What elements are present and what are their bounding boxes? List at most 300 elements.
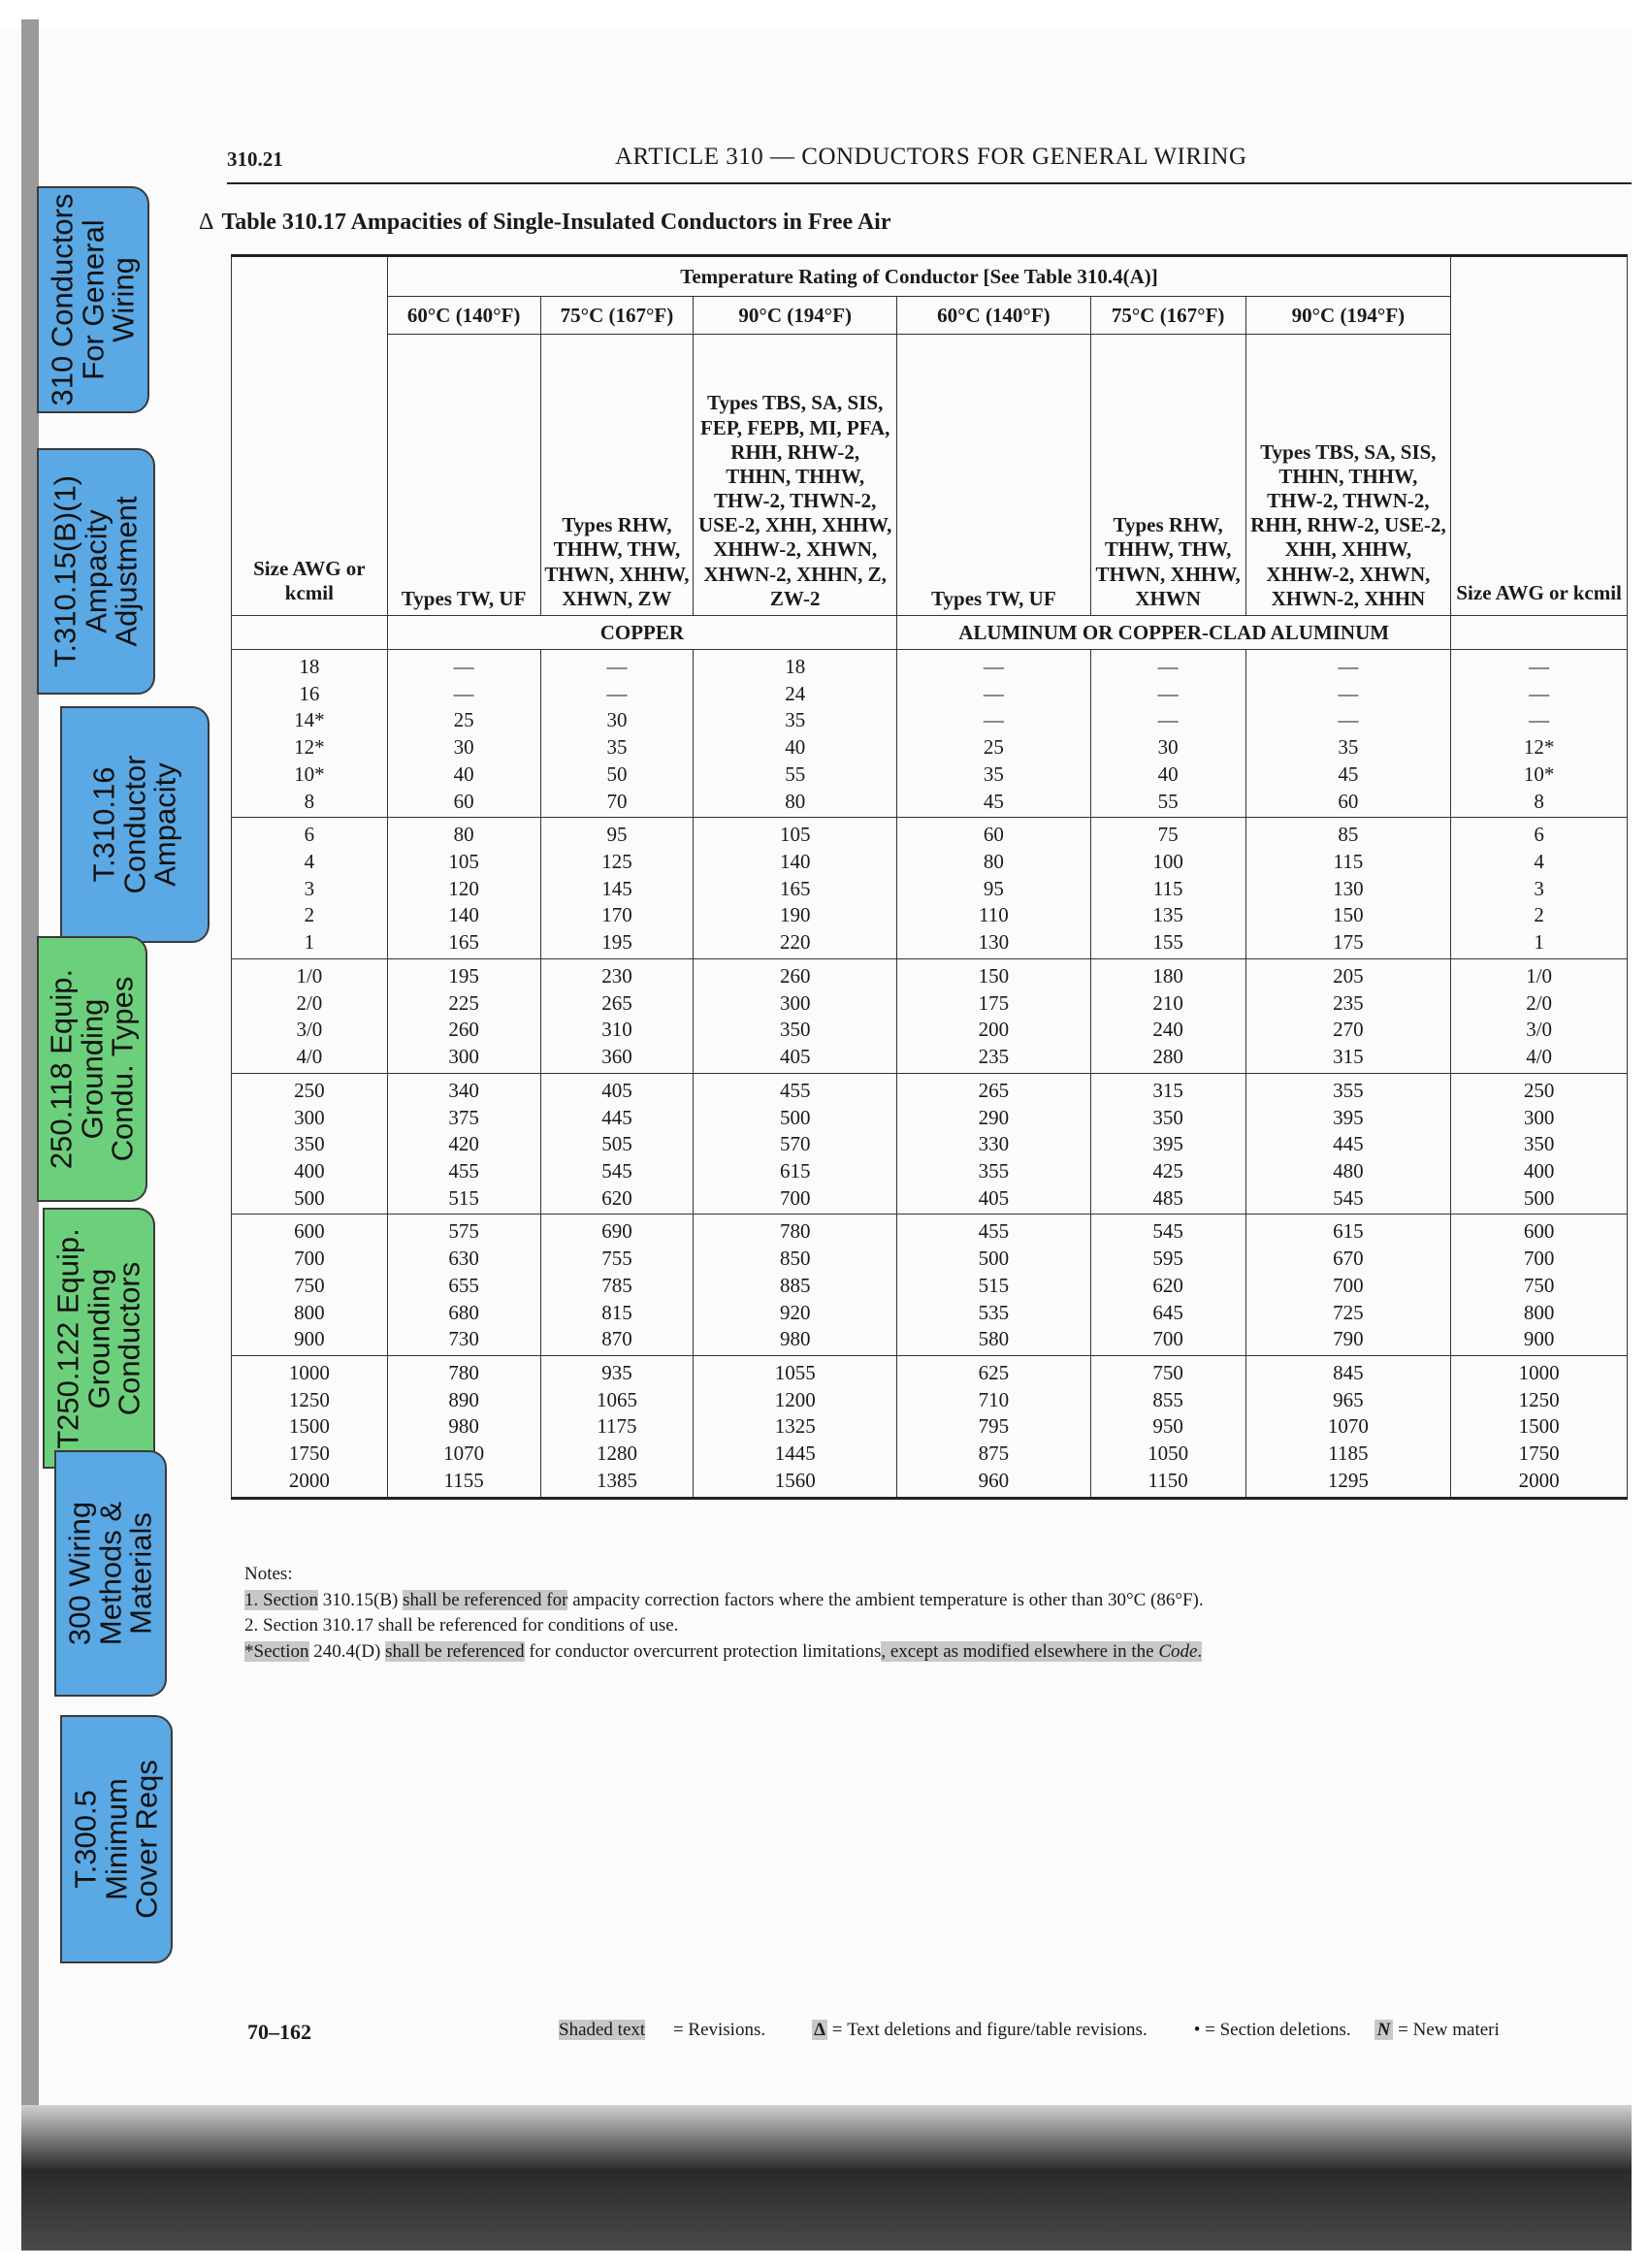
shaded-text: shall be referenced	[385, 1640, 525, 1662]
cell-value: 105	[779, 823, 811, 847]
cell-value: —	[1338, 681, 1359, 705]
size-cell-right	[1451, 818, 1628, 959]
copper-90c-cell	[694, 1355, 897, 1498]
cell-value: 710	[978, 1387, 1010, 1411]
legend-new	[1374, 2020, 1523, 2040]
conductor-types: Types RHW, THHW, THW, THWN, XHHW, XHWN, ZW	[540, 335, 694, 616]
size-cell-right	[1451, 1355, 1628, 1498]
cell-value: 175	[978, 990, 1010, 1015]
cell-value: 150	[1333, 903, 1364, 927]
cell-value: 2	[1534, 903, 1544, 927]
table-title	[199, 210, 890, 236]
cell-value: 965	[1333, 1387, 1364, 1411]
cell-value: 1750	[288, 1442, 330, 1466]
cell-value: 625	[978, 1360, 1010, 1384]
scan-shadow	[21, 2105, 1649, 2251]
cell-value: 310	[601, 1018, 632, 1042]
cell-value: 1050	[1148, 1442, 1189, 1466]
cell-value: —	[983, 655, 1004, 678]
temp-header: 75°C (167°F)	[540, 297, 694, 335]
cell-value: 235	[1333, 990, 1364, 1015]
cell-value: 85	[1338, 823, 1359, 847]
cell-value: 500	[1523, 1185, 1555, 1210]
cell-value: 1185	[1328, 1442, 1369, 1466]
copper-60c-cell	[387, 1355, 540, 1498]
shaded-text: 1. Section	[244, 1589, 318, 1610]
cell-value: 1295	[1327, 1468, 1369, 1492]
cell-value: 600	[294, 1219, 325, 1244]
cell-value: 1200	[774, 1387, 816, 1411]
copper-75c-cell	[540, 958, 694, 1073]
cell-value: 350	[779, 1018, 811, 1042]
cell-value: 500	[978, 1247, 1010, 1271]
cell-value: 535	[978, 1300, 1010, 1324]
cell-value: 18	[785, 655, 806, 678]
cell-value: 12*	[294, 735, 325, 760]
cell-value: 920	[779, 1300, 811, 1324]
cell-value: 545	[601, 1158, 632, 1183]
conductor-types: Types TBS, SA, SIS, THHN, THHW, THW-2, THWN-2, RHH, RHW-2, USE-2, XHH, XHHW, XHHW-2, XHWN, XHWN-2, XHHN	[1245, 335, 1451, 616]
cell-value: 10*	[1523, 761, 1555, 786]
cell-value: —	[1529, 655, 1550, 678]
cell-value: 230	[601, 963, 632, 988]
cell-value: 1155	[443, 1468, 484, 1492]
table-row-group	[232, 1073, 1628, 1215]
cell-value: 115	[1152, 876, 1183, 900]
cell-value: —	[453, 681, 474, 705]
cell-value: 350	[1523, 1132, 1555, 1156]
cell-value: 600	[1523, 1219, 1555, 1244]
tab-250-118-grounding-types[interactable]	[37, 936, 147, 1202]
size-cell	[232, 1073, 388, 1215]
cell-value: 45	[983, 789, 1004, 813]
cell-value: 95	[606, 823, 628, 847]
cell-value: 445	[601, 1105, 632, 1129]
cell-value: 700	[1333, 1273, 1364, 1297]
cell-value: 935	[601, 1360, 632, 1384]
cell-value: 755	[601, 1247, 632, 1271]
material-spacer	[232, 616, 388, 650]
cell-value: —	[983, 681, 1004, 705]
conductor-types: Types TW, UF	[387, 335, 540, 616]
cell-value: 355	[1333, 1078, 1364, 1102]
size-cell	[232, 1355, 388, 1498]
copper-90c-cell	[694, 1073, 897, 1215]
cell-value: 875	[978, 1442, 1010, 1466]
cell-value: 500	[294, 1185, 325, 1210]
cell-value: 195	[448, 963, 479, 988]
copper-60c-cell	[387, 818, 540, 959]
cell-value: 780	[448, 1360, 479, 1384]
cell-value: 395	[1333, 1105, 1364, 1129]
cell-value: 1500	[288, 1414, 330, 1439]
cell-value: 195	[601, 930, 632, 955]
cell-value: 480	[1333, 1158, 1364, 1183]
cell-value: 630	[448, 1247, 479, 1271]
cell-value: 180	[1152, 963, 1183, 988]
cell-value: 980	[779, 1327, 811, 1351]
cell-value: 960	[978, 1468, 1010, 1492]
cell-value: 855	[1152, 1387, 1183, 1411]
aluminum-75c-cell	[1090, 1215, 1245, 1356]
cell-value: 750	[1523, 1273, 1555, 1297]
copper-90c-cell	[694, 650, 897, 818]
tab-310-15-ampacity-adjustment[interactable]	[37, 448, 155, 695]
cell-value: 315	[1152, 1078, 1183, 1102]
shaded-text: shall be referenced for	[403, 1589, 568, 1610]
cell-value: 250	[294, 1078, 325, 1102]
cell-value: 80	[453, 823, 474, 847]
cell-value: —	[606, 681, 628, 705]
cell-value: —	[606, 655, 628, 678]
cell-value: 16	[299, 681, 320, 705]
cell-value: 300	[779, 990, 811, 1015]
cell-value: 1000	[1518, 1360, 1560, 1384]
cell-value: 700	[1523, 1247, 1555, 1271]
cell-value: 575	[448, 1219, 479, 1244]
code-italic: Code	[1158, 1640, 1198, 1662]
table-title-text: Table 310.17 Ampacities of Single-Insulated Conductors in Free Air	[221, 210, 891, 235]
cell-value: 205	[1333, 963, 1364, 988]
cell-value: 815	[601, 1300, 632, 1324]
cell-value: 595	[1152, 1247, 1183, 1271]
cell-value: 340	[448, 1078, 479, 1102]
cell-value: 800	[294, 1300, 325, 1324]
cell-value: 1000	[288, 1360, 330, 1384]
copper-90c-cell	[694, 958, 897, 1073]
cell-value: 70	[606, 789, 628, 813]
cell-value: 620	[601, 1185, 632, 1210]
cell-value: 12*	[1523, 735, 1555, 760]
size-cell	[232, 650, 388, 818]
size-cell	[232, 1215, 388, 1356]
cell-value: 330	[978, 1132, 1010, 1156]
cell-value: 980	[448, 1414, 479, 1439]
cell-value: 360	[601, 1045, 632, 1069]
cell-value: 900	[294, 1327, 325, 1351]
cell-value: 1070	[443, 1442, 485, 1466]
temp-header: 90°C (194°F)	[1245, 297, 1451, 335]
aluminum-60c-cell	[897, 958, 1091, 1073]
shaded-text: Shaded text	[559, 2020, 646, 2040]
cell-value: 1/0	[1526, 963, 1553, 988]
cell-value: 700	[1152, 1327, 1183, 1351]
cell-value: 200	[978, 1018, 1010, 1042]
copper-75c-cell	[540, 1215, 694, 1356]
tab-label: T.310.15(B)(1) Ampacity Adjustment	[48, 474, 144, 668]
copper-60c-cell	[387, 650, 540, 818]
cell-value: 45	[1338, 761, 1359, 786]
cell-value: 545	[1333, 1185, 1364, 1210]
cell-value: 700	[779, 1185, 811, 1210]
cell-value: 500	[779, 1105, 811, 1129]
legend-text: = New materi	[1393, 2020, 1500, 2040]
note-text: 310.15(B)	[318, 1589, 404, 1610]
note-text: 240.4(D)	[308, 1640, 386, 1662]
cell-value: —	[1157, 655, 1179, 678]
cell-value: 355	[978, 1158, 1010, 1183]
cell-value: 1385	[596, 1468, 637, 1492]
cell-value: 405	[601, 1078, 632, 1102]
cell-value: 120	[448, 876, 479, 900]
cell-value: 580	[978, 1327, 1010, 1351]
size-header-left: Size AWG or kcmil	[232, 256, 388, 616]
aluminum-60c-cell	[897, 1215, 1091, 1356]
cell-value: 350	[294, 1132, 325, 1156]
cell-value: 270	[1333, 1018, 1364, 1042]
table-row-group	[232, 818, 1628, 959]
cell-value: 2000	[288, 1468, 330, 1492]
cell-value: 750	[1152, 1360, 1183, 1384]
cell-value: 240	[1152, 1018, 1183, 1042]
size-cell-right	[1451, 1215, 1628, 1356]
table-row-group	[232, 1355, 1628, 1498]
tab-label: 310 Conductors For General Wiring	[45, 193, 141, 406]
cell-value: 8	[1534, 789, 1544, 813]
tab-250-122-grounding-conductors[interactable]	[43, 1208, 155, 1469]
cell-value: —	[1529, 681, 1550, 705]
temp-header: 60°C (140°F)	[897, 297, 1091, 335]
revision-legend	[559, 2020, 1546, 2041]
legend-delta	[812, 2020, 1171, 2040]
note-1	[244, 1588, 1602, 1614]
conductor-types: Types RHW, THHW, THW, THWN, XHHW, XHWN	[1090, 335, 1245, 616]
cell-value: 175	[1333, 930, 1364, 955]
legend-shaded	[559, 2020, 789, 2040]
table-row-group	[232, 1215, 1628, 1356]
aluminum-header: ALUMINUM OR COPPER-CLAD ALUMINUM	[897, 616, 1451, 650]
cell-value: —	[1157, 708, 1179, 732]
copper-header: COPPER	[387, 616, 896, 650]
cell-value: 6	[304, 823, 315, 847]
tab-label: T250.122 Equip. Grounding Conductors	[50, 1227, 146, 1449]
cell-value: 3	[304, 876, 315, 900]
cell-value: 30	[1157, 735, 1179, 760]
cell-value: 1280	[596, 1442, 637, 1466]
cell-value: 400	[1523, 1158, 1555, 1183]
cell-value: 3/0	[1526, 1018, 1553, 1042]
table-row-group	[232, 650, 1628, 818]
cell-value: 40	[785, 735, 806, 760]
cell-value: 545	[1152, 1219, 1183, 1244]
aluminum-75c-cell	[1090, 1355, 1245, 1498]
cell-value: —	[1338, 708, 1359, 732]
cell-value: 40	[1157, 761, 1179, 786]
cell-value: 4	[304, 850, 315, 874]
delta-icon: Δ	[814, 2020, 826, 2040]
cell-value: 420	[448, 1132, 479, 1156]
cell-value: 780	[779, 1219, 811, 1244]
new-material-icon: N	[1374, 2020, 1394, 2040]
tab-310-16-conductor-ampacity[interactable]	[60, 706, 210, 943]
cell-value: 2/0	[296, 990, 323, 1015]
tab-label: T.310.16 Conductor Ampacity	[86, 755, 182, 894]
cell-value: 24	[785, 681, 806, 705]
cell-value: 235	[978, 1045, 1010, 1069]
running-head	[227, 146, 1633, 184]
cell-value: 615	[1333, 1219, 1364, 1244]
cell-value: 125	[601, 850, 632, 874]
table-notes	[244, 1562, 1602, 1665]
legend-text: = Text deletions and figure/table revisions.	[827, 2020, 1148, 2040]
revision-delta-icon: Δ	[199, 210, 214, 235]
cell-value: 505	[601, 1132, 632, 1156]
cell-value: 50	[606, 761, 628, 786]
temperature-rating-header: Temperature Rating of Conductor [See Table 310.4(A)]	[387, 256, 1451, 297]
cell-value: 1750	[1518, 1442, 1560, 1466]
cell-value: 890	[448, 1387, 479, 1411]
cell-value: 4/0	[296, 1045, 323, 1069]
cell-value: 1055	[774, 1360, 816, 1384]
aluminum-60c-cell	[897, 650, 1091, 818]
copper-90c-cell	[694, 1215, 897, 1356]
cell-value: 55	[785, 761, 806, 786]
cell-value: 130	[978, 930, 1010, 955]
cell-value: 1175	[597, 1414, 637, 1439]
cell-value: 515	[978, 1273, 1010, 1297]
aluminum-60c-cell	[897, 818, 1091, 959]
cell-value: 620	[1152, 1273, 1183, 1297]
cell-value: 750	[294, 1273, 325, 1297]
cell-value: 570	[779, 1132, 811, 1156]
ampacity-table	[231, 254, 1628, 1500]
cell-value: 1065	[596, 1387, 637, 1411]
cell-value: 2	[304, 903, 315, 927]
cell-value: 455	[978, 1219, 1010, 1244]
cell-value: 950	[1152, 1414, 1183, 1439]
cell-value: 2000	[1518, 1468, 1560, 1492]
cell-value: 845	[1333, 1360, 1364, 1384]
top-margin	[0, 0, 1649, 29]
cell-value: 265	[601, 990, 632, 1015]
copper-60c-cell	[387, 958, 540, 1073]
cell-value: —	[1338, 655, 1359, 678]
cell-value: 405	[978, 1185, 1010, 1210]
note-text: for conductor overcurrent protection limitations	[524, 1640, 882, 1662]
cell-value: 190	[779, 903, 811, 927]
cell-value: 250	[1523, 1078, 1555, 1102]
cell-value: 4/0	[1526, 1045, 1553, 1069]
aluminum-90c-cell	[1245, 650, 1451, 818]
material-spacer	[1451, 616, 1628, 650]
legend-text: = Revisions.	[668, 2020, 766, 2040]
cell-value: 80	[983, 850, 1004, 874]
cell-value: 730	[448, 1327, 479, 1351]
copper-60c-cell	[387, 1215, 540, 1356]
note-2: 2. Section 310.17 shall be referenced for conditions of use.	[244, 1615, 679, 1636]
cell-value: —	[453, 655, 474, 678]
tab-300-wiring-methods[interactable]	[54, 1450, 167, 1697]
cell-value: 4	[1534, 850, 1544, 874]
cell-value: 1500	[1518, 1414, 1560, 1439]
cell-value: 30	[453, 735, 474, 760]
table-body	[232, 650, 1628, 1499]
cell-value: 10*	[294, 761, 325, 786]
cell-value: 105	[448, 850, 479, 874]
aluminum-75c-cell	[1090, 818, 1245, 959]
cell-value: 35	[785, 708, 806, 732]
cell-value: 60	[983, 823, 1004, 847]
aluminum-75c-cell	[1090, 1073, 1245, 1215]
cell-value: 8	[304, 789, 315, 813]
size-cell-right	[1451, 650, 1628, 818]
cell-value: 785	[601, 1273, 632, 1297]
cell-value: 60	[453, 789, 474, 813]
tab-300-5-minimum-cover[interactable]	[60, 1715, 173, 1963]
cell-value: 700	[294, 1247, 325, 1271]
cell-value: 395	[1152, 1132, 1183, 1156]
cell-value: 290	[978, 1105, 1010, 1129]
cell-value: 135	[1152, 903, 1183, 927]
cell-value: 30	[606, 708, 628, 732]
copper-75c-cell	[540, 1355, 694, 1498]
cell-value: 400	[294, 1158, 325, 1183]
cell-value: 95	[983, 876, 1004, 900]
cell-value: 130	[1333, 876, 1364, 900]
article-title: ARTICLE 310 — CONDUCTORS FOR GENERAL WIRING	[615, 144, 1247, 170]
temp-header: 90°C (194°F)	[694, 297, 897, 335]
cell-value: 300	[294, 1105, 325, 1129]
aluminum-90c-cell	[1245, 818, 1451, 959]
tab-label: 250.118 Equip. Grounding Condu. Types	[44, 968, 140, 1170]
cell-value: 375	[448, 1105, 479, 1129]
cell-value: 790	[1333, 1327, 1364, 1351]
bottom-margin	[0, 2251, 1649, 2268]
cell-value: 300	[448, 1045, 479, 1069]
cell-value: 405	[779, 1045, 811, 1069]
cell-value: 225	[448, 990, 479, 1015]
cell-value: 1325	[774, 1414, 816, 1439]
cell-value: 485	[1152, 1185, 1183, 1210]
tab-label: 300 Wiring Methods & Materials	[62, 1501, 158, 1646]
cell-value: 115	[1333, 850, 1364, 874]
cell-value: 75	[1157, 823, 1179, 847]
cell-value: 280	[1152, 1045, 1183, 1069]
size-header-right: Size AWG or kcmil	[1451, 256, 1628, 616]
temp-header: 60°C (140°F)	[387, 297, 540, 335]
copper-60c-cell	[387, 1073, 540, 1215]
shaded-text	[881, 1641, 1202, 1662]
note-3	[244, 1639, 1602, 1666]
cell-value: 220	[779, 930, 811, 955]
aluminum-75c-cell	[1090, 958, 1245, 1073]
note-text: .	[1197, 1640, 1203, 1662]
cell-value: 3/0	[296, 1018, 323, 1042]
cell-value: 800	[1523, 1300, 1555, 1324]
aluminum-60c-cell	[897, 1073, 1091, 1215]
copper-75c-cell	[540, 650, 694, 818]
page-number: 70–162	[247, 2020, 311, 2044]
aluminum-90c-cell	[1245, 958, 1451, 1073]
conductor-types: Types TW, UF	[897, 335, 1091, 616]
size-cell	[232, 958, 388, 1073]
size-cell	[232, 818, 388, 959]
note-text: ampacity correction factors where the ambient temperature is other than 30°C (86°F).	[567, 1589, 1204, 1610]
cell-value: 350	[1152, 1105, 1183, 1129]
cell-value: 14*	[294, 708, 325, 732]
cell-value: 885	[779, 1273, 811, 1297]
tab-310-conductors[interactable]	[37, 186, 149, 413]
cell-value: 850	[779, 1247, 811, 1271]
copper-90c-cell	[694, 818, 897, 959]
cell-value: 60	[1338, 789, 1359, 813]
cell-value: —	[1529, 708, 1550, 732]
cell-value: 615	[779, 1158, 811, 1183]
cell-value: 445	[1333, 1132, 1364, 1156]
cell-value: 210	[1152, 990, 1183, 1015]
cell-value: 35	[983, 761, 1004, 786]
copper-75c-cell	[540, 818, 694, 959]
